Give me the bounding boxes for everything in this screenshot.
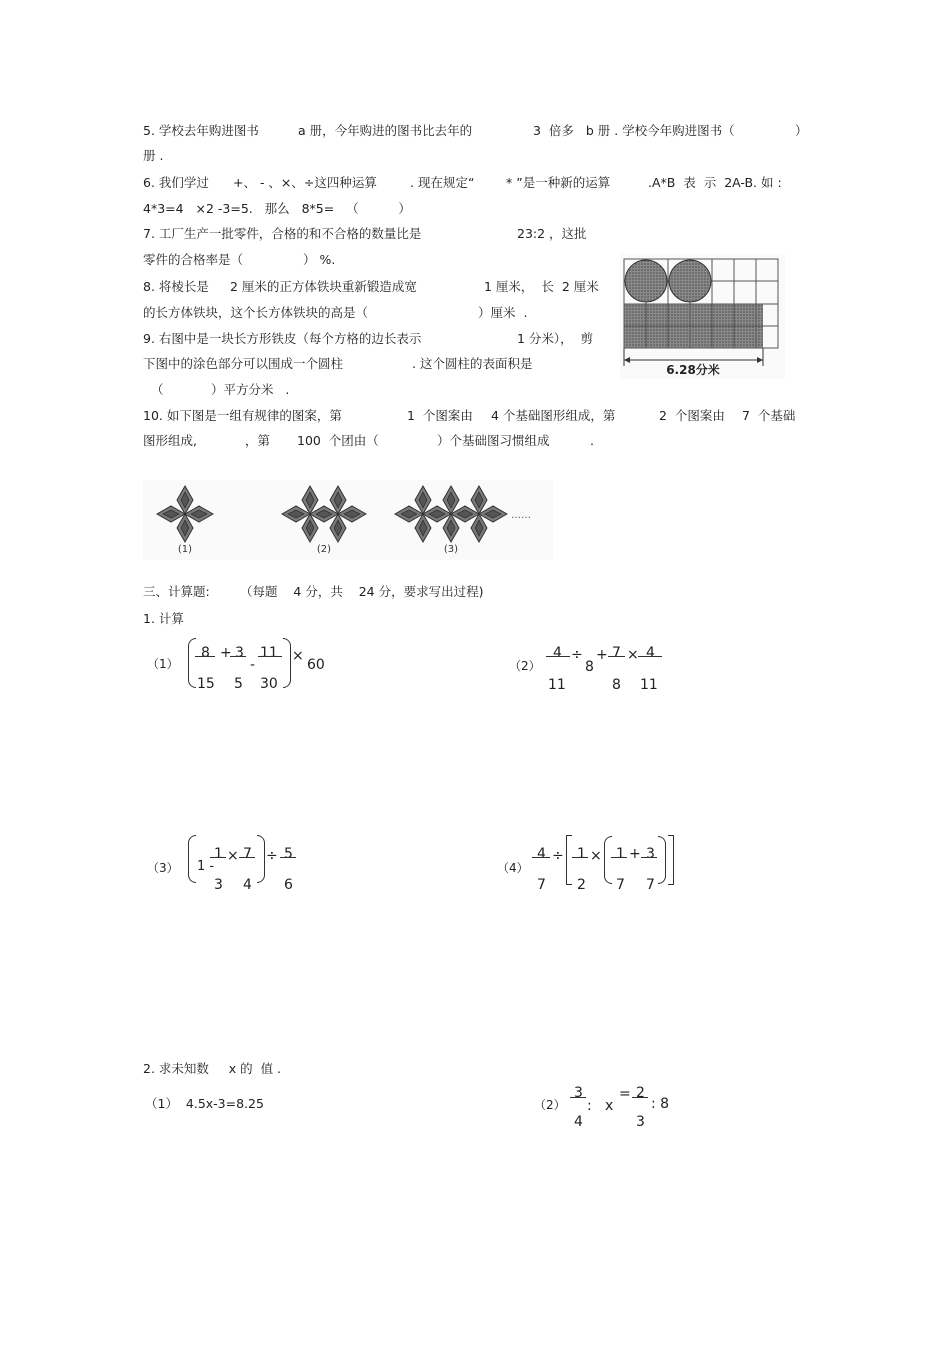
- problem-label: （2）: [534, 1098, 566, 1112]
- q6-text: . 现在规定“: [410, 175, 475, 190]
- fraction-bar: [532, 857, 550, 858]
- solve-heading: 2. 求未知数 x 的 值 .: [143, 1061, 282, 1076]
- denominator: 6: [284, 877, 293, 893]
- q6-text: +、 - 、×、÷这四种运算: [233, 175, 377, 190]
- figure-width-label: 6.28分米: [666, 363, 720, 377]
- q5-text: 5. 学校去年购进图书: [143, 123, 259, 138]
- fraction-bar: [608, 656, 625, 657]
- numerator: 8: [201, 645, 210, 661]
- right-paren: [658, 836, 666, 884]
- ratio-tail: : 8: [651, 1096, 670, 1112]
- operator: +: [220, 645, 232, 661]
- q5-text: ）: [795, 123, 808, 138]
- fraction-bar: [239, 857, 255, 858]
- fraction-bar: [641, 857, 657, 858]
- numerator: 1: [577, 846, 586, 862]
- q10-text: 图形组成,: [143, 433, 197, 448]
- q5-text: a 册，今年购进的图书比去年的: [298, 123, 473, 138]
- q8-text: 8. 将棱长是: [143, 279, 209, 294]
- numerator: 4: [537, 846, 546, 862]
- q10-text: 7 个基础: [742, 408, 796, 423]
- fraction-bar: [546, 656, 570, 657]
- q7-text: 零件的合格率是（: [143, 252, 244, 267]
- divisor: 8: [585, 659, 594, 675]
- left-bracket: [566, 835, 572, 885]
- problem-label: （1）: [147, 657, 179, 671]
- q9-text: . 这个圆柱的表面积是: [412, 356, 533, 371]
- left-paren: [604, 836, 612, 884]
- numerator: 11: [260, 645, 278, 661]
- right-paren: [257, 835, 265, 883]
- fraction-bar: [258, 656, 282, 657]
- denominator: 30: [260, 676, 278, 692]
- q5-text: 册 .: [143, 148, 164, 163]
- q10-text: ）个基础图习惯组成: [437, 433, 550, 448]
- right-paren: [283, 638, 291, 688]
- operator: ×: [292, 648, 304, 664]
- fraction-bar: [632, 1097, 648, 1098]
- q10-text: 100 个团由（: [297, 433, 379, 448]
- section-title: 三、计算题:: [143, 584, 210, 599]
- numerator: 1: [214, 846, 223, 862]
- q7-text: ） %.: [303, 252, 336, 267]
- operator: ×: [627, 647, 639, 663]
- numerator: 5: [284, 846, 293, 862]
- q9-text: （: [151, 382, 164, 397]
- calc-heading: 1. 计算: [143, 611, 184, 626]
- q9-text: 下图中的涂色部分可以围成一个圆柱: [143, 356, 344, 371]
- pattern-ellipsis: ……: [511, 510, 531, 521]
- q10-text: 4 个基础图形组成，第: [491, 408, 616, 423]
- operator: +: [629, 846, 641, 862]
- denominator: 15: [197, 676, 215, 692]
- q6-text: 4*3=4 ×2 -3=5. 那么 8*5= （ ）: [143, 201, 411, 216]
- numerator: 1: [616, 846, 625, 862]
- fraction-bar: [210, 857, 226, 858]
- q9-text: ）平方分米 .: [211, 382, 290, 397]
- q8-text: 的长方体铁块，这个长方体铁块的高是（: [143, 305, 369, 320]
- problem-label: （4）: [497, 861, 529, 875]
- numerator: 3: [574, 1085, 583, 1101]
- q9-text: 1 分米）， 剪: [517, 331, 594, 346]
- pattern-2-label: (2): [316, 544, 332, 555]
- pattern-3-label: (3): [443, 544, 459, 555]
- pattern-1-label: (1): [177, 544, 193, 555]
- problem-label: （3）: [147, 861, 179, 875]
- fraction-bar: [611, 857, 627, 858]
- q9-text: 9. 右图中是一块长方形铁皮（每个方格的边长表示: [143, 331, 422, 346]
- denominator: 7: [646, 877, 655, 893]
- ratio-colon: :: [587, 1098, 592, 1114]
- numerator: 2: [636, 1085, 645, 1101]
- fraction-bar: [280, 857, 296, 858]
- unknown-x: x: [605, 1098, 614, 1114]
- q5-text: 3 倍多 b 册 . 学校今年购进图书（: [533, 123, 735, 138]
- denominator: 3: [214, 877, 223, 893]
- fraction-bar: [572, 857, 588, 858]
- grid-diagram: [620, 254, 785, 379]
- operator: ÷: [571, 647, 583, 663]
- numerator: 4: [646, 645, 655, 661]
- fraction-bar: [570, 1097, 586, 1098]
- numerator: 3: [646, 846, 655, 862]
- equals-sign: =: [619, 1086, 631, 1102]
- q10-text: ，第: [245, 433, 271, 448]
- pattern-diagram: [143, 480, 553, 560]
- q6-text: 6. 我们学过: [143, 175, 209, 190]
- operator: ÷: [552, 848, 564, 864]
- fraction-bar: [195, 656, 215, 657]
- q10-text: 2 个图案由: [659, 408, 725, 423]
- numerator: 7: [612, 645, 621, 661]
- denominator: 5: [234, 676, 243, 692]
- left-paren: [188, 638, 196, 688]
- q10-text: .: [590, 433, 594, 448]
- right-bracket: [668, 835, 674, 885]
- numerator: 3: [235, 645, 244, 661]
- denominator: 4: [574, 1114, 583, 1130]
- q6-text: * ”是一种新的运算: [506, 175, 611, 190]
- operator: ×: [590, 848, 602, 864]
- q8-text: 1 厘米， 长 2 厘米: [484, 279, 599, 294]
- q8-text: ）厘米 .: [478, 305, 528, 320]
- denominator: 11: [640, 677, 658, 693]
- multiplier: 60: [307, 657, 325, 673]
- q8-text: 2 厘米的正方体铁块重新锻造成宽: [230, 279, 417, 294]
- left-paren: [188, 835, 196, 883]
- denominator: 8: [612, 677, 621, 693]
- operator: +: [596, 647, 608, 663]
- denominator: 11: [548, 677, 566, 693]
- q7-text: 7. 工厂生产一批零件，合格的和不合格的数量比是: [143, 226, 422, 241]
- q10-text: 10. 如下图是一组有规律的图案，第: [143, 408, 342, 423]
- equation-1: （1） 4.5x-3=8.25: [145, 1096, 264, 1111]
- operator: ÷: [266, 848, 278, 864]
- denominator: 4: [243, 877, 252, 893]
- denominator: 3: [636, 1114, 645, 1130]
- denominator: 7: [537, 877, 546, 893]
- operator: -: [250, 657, 256, 673]
- q7-text: 23:2 ，这批: [517, 226, 587, 241]
- numerator: 4: [553, 645, 562, 661]
- denominator: 2: [577, 877, 586, 893]
- denominator: 7: [616, 877, 625, 893]
- problem-label: （2）: [509, 659, 541, 673]
- q6-text: .A*B 表 示 2A-B. 如 :: [648, 175, 782, 190]
- section-note: （每题 4 分，共 24 分，要求写出过程): [240, 584, 484, 599]
- fraction-bar: [638, 656, 662, 657]
- numerator: 7: [243, 846, 252, 862]
- q10-text: 1 个图案由: [407, 408, 473, 423]
- fraction-bar: [230, 656, 246, 657]
- minuend: 1 -: [197, 859, 215, 874]
- operator: ×: [227, 848, 239, 864]
